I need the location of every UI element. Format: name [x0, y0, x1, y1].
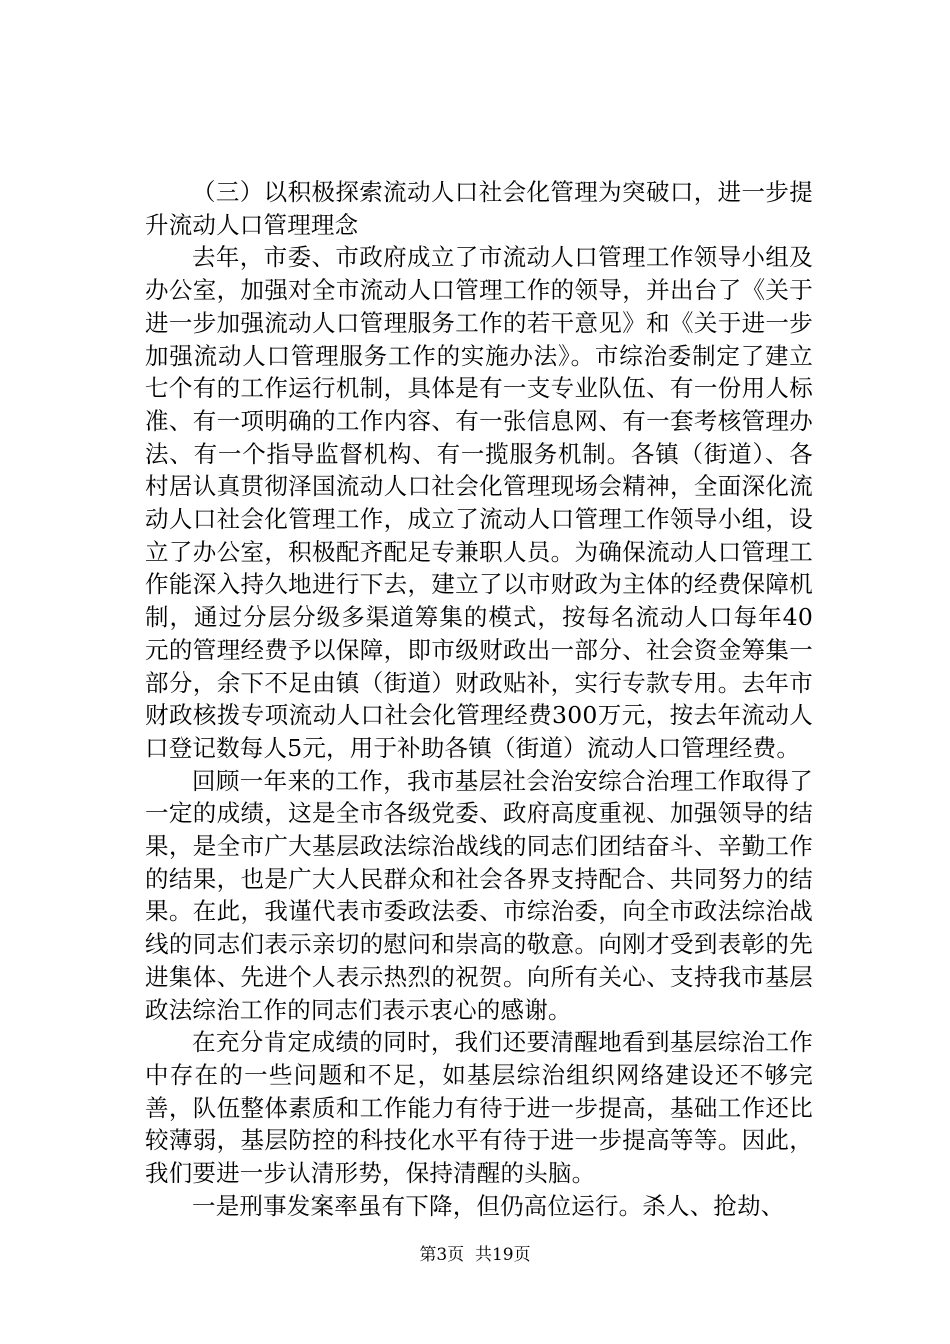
paragraph-floating-population: 去年，市委、市政府成立了市流动人口管理工作领导小组及办公室，加强对全市流动人口管理工作的领导，并出台了《关于进一步加强流动人口管理服务工作的若干意见》和《关于进一步加强流动人口管理服务工作的实施办法》。市综治委制定了建立七个有的工作运行机制，具体是有一支专业队伍、有一份用人标准、有一项明确的工作内容、有一张信息网、有一套考核管理办法、有一个指导监督机构、有一揽服务机制。各镇（街道）、各村居认真贯彻泽国流动人口社会化管理现场会精神，全面深化流动人口社会化管理工作，成立了流动人口管理工作领导小组，设立了办公室，积极配齐配足专兼职人员。为确保流动人口管理工作能深入持久地进行下去，建立了以市财政为主体的经费保障机制，通过分层分级多渠道筹集的模式，按每名流动人口每年40元的管理经费予以保障，即市级财政出一部分、社会资金筹集一部分，余下不足由镇（街道）财政贴补，实行专款专用。去年市财政核拨专项流动人口社会化管理经费300万元，按去年流动人口登记数每人5元，用于补助各镇（街道）流动人口管理经费。	[145, 243, 813, 762]
paragraph-point-one: 一是刑事发案率虽有下降，但仍高位运行。杀人、抢劫、	[192, 1191, 785, 1220]
document-body	[145, 176, 813, 1223]
paragraph-review: 回顾一年来的工作，我市基层社会治安综合治理工作取得了一定的成绩，这是全市各级党委、政府高度重视、加强领导的结果，是全市广大基层政法综治战线的同志们团结奋斗、辛勤工作的结果，也是广大人民群众和社会各界支持配合、共同努力的结果。在此，我谨代表市委政法委、市综治委，向全市政法综治战线的同志们表示亲切的慰问和崇高的敬意。向刚才受到表彰的先进集体、先进个人表示热烈的祝贺。向所有关心、支持我市基层政法综治工作的同志们表示衷心的感谢。	[145, 766, 813, 1024]
paragraph-problems: 在充分肯定成绩的同时，我们还要清醒地看到基层综治工作中存在的一些问题和不足，如基层综治组织网络建设还不够完善，队伍整体素质和工作能力有待于进一步提高，基础工作还比较薄弱，基层防控的科技化水平有待于进一步提高等等。因此，我们要进一步认清形势，保持清醒的头脑。	[145, 1028, 813, 1188]
page-footer	[0, 1244, 950, 1266]
page-number: 第3页 共19页	[419, 1245, 531, 1265]
section-heading: （三）以积极探索流动人口社会化管理为突破口，进一步提升流动人口管理理念	[145, 178, 813, 239]
